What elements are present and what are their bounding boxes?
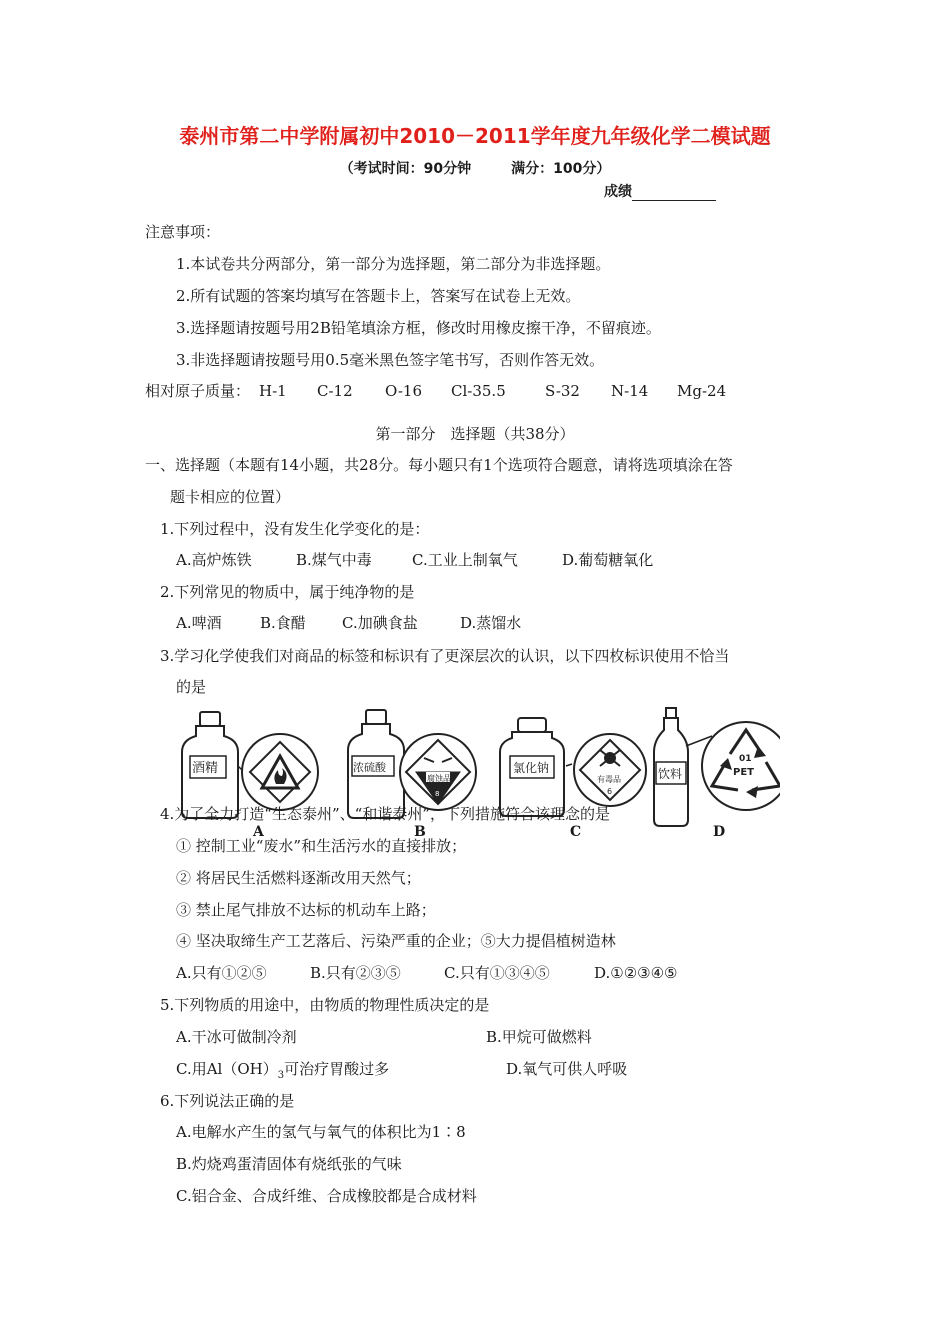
option-a: A.高炉炼铁 xyxy=(176,551,252,569)
question-2-stem: 2.下列常见的物质中，属于纯净物的是 xyxy=(160,583,415,601)
option-c: C.工业上制氧气 xyxy=(412,551,518,569)
toxic-sign-number: 6 xyxy=(607,787,613,796)
atomic-mass-label: 相对原子质量： xyxy=(145,382,251,400)
figure-label-b: B xyxy=(414,824,426,840)
question-4-item: ② 将居民生活燃料逐渐改用天然气； xyxy=(176,869,421,887)
atomic-mass: Mg-24 xyxy=(677,382,727,400)
score-blank xyxy=(632,184,716,201)
atomic-mass: S-32 xyxy=(545,382,580,400)
option-a: A.啤酒 xyxy=(176,614,222,632)
question-3-stem-cont: 的是 xyxy=(176,678,207,696)
note-item: 2.所有试题的答案均填写在答题卡上，答案写在试卷上无效。 xyxy=(176,287,581,305)
option-b: B.煤气中毒 xyxy=(296,551,372,569)
option-b: B.食醋 xyxy=(260,614,306,632)
recycle-pet-sign xyxy=(702,722,780,810)
note-item: 1.本试卷共分两部分，第一部分为选择题，第二部分为非选择题。 xyxy=(176,255,611,273)
figure-label-a: A xyxy=(253,824,264,840)
question-4-item: ④ 坚决取缔生产工艺落后、污染严重的企业；⑤大力提倡植树造林 xyxy=(176,932,616,950)
atomic-mass: O-16 xyxy=(385,382,423,400)
exam-full-score: 满分：100分） xyxy=(511,161,611,177)
option-d: D.①②③④⑤ xyxy=(594,964,678,982)
option-c: C.铝合金、合成纤维、合成橡胶都是合成材料 xyxy=(176,1187,477,1205)
option-a: A.电解水产生的氢气与氧气的体积比为1∶8 xyxy=(176,1123,466,1141)
atomic-mass-line xyxy=(145,381,727,401)
option-d: D.氧气可供人呼吸 xyxy=(506,1060,628,1078)
option-c: C.只有①③④⑤ xyxy=(444,964,550,982)
section-instruction-cont: 题卡相应的位置） xyxy=(170,488,291,506)
option-b: B.灼烧鸡蛋清固体有烧纸张的气味 xyxy=(176,1155,402,1173)
question-3-stem: 3.学习化学使我们对商品的标签和标识有了更深层次的认识，以下四枚标识使用不恰当 xyxy=(160,647,730,665)
score-field xyxy=(604,181,716,201)
recycle-material: PET xyxy=(733,767,754,778)
toxic-sign xyxy=(566,734,646,806)
option-d: D.蒸馏水 xyxy=(460,614,522,632)
score-label: 成绩 xyxy=(604,184,632,200)
note-item: 3.选择题请按题号用2B铅笔填涂方框，修改时用橡皮擦干净，不留痕迹。 xyxy=(176,319,661,337)
figure-label-c: C xyxy=(570,824,582,840)
figure-label-d: D xyxy=(713,824,726,840)
note-item: 3.非选择题请按题号用0.5毫米黑色签字笔书写，否则作答无效。 xyxy=(176,351,605,369)
bottle-label-b: 浓硫酸 xyxy=(353,761,386,774)
corrosive-sign-number: 8 xyxy=(435,790,440,798)
option-a: A.干冰可做制冷剂 xyxy=(176,1028,297,1046)
question-1-stem: 1.下列过程中，没有发生化学变化的是： xyxy=(160,520,430,538)
section-instruction: 一、选择题（本题有14小题，共28分。每小题只有1个选项符合题意，请将选项填涂在答 xyxy=(145,456,733,474)
part1-heading: 第一部分 选择题（共38分） xyxy=(375,425,575,443)
bottle-label-d: 饮料 xyxy=(658,767,683,781)
question-4-item: ① 控制工业“废水”和生活污水的直接排放； xyxy=(176,837,467,855)
question-4-item: ③ 禁止尾气排放不达标的机动车上路； xyxy=(176,901,436,919)
corrosive-sign-text: 腐蚀品 xyxy=(427,774,451,783)
corrosive-sign xyxy=(400,734,476,810)
toxic-sign-text: 有毒品 xyxy=(597,775,621,784)
notes-heading: 注意事项： xyxy=(145,223,221,241)
recycle-code: 01 xyxy=(739,754,752,764)
option-d: D.葡萄糖氧化 xyxy=(562,551,654,569)
exam-time: （考试时间：90分钟 xyxy=(339,161,472,177)
atomic-mass: Cl-35.5 xyxy=(451,382,506,400)
bottle-label-c: 氯化钠 xyxy=(513,761,550,775)
option-b: B.甲烷可做燃料 xyxy=(486,1028,592,1046)
option-c xyxy=(176,1059,389,1086)
option-c-text-end: 可治疗胃酸过多 xyxy=(284,1060,390,1078)
atomic-mass: N-14 xyxy=(611,382,649,400)
flammable-sign xyxy=(238,734,318,810)
atomic-mass: C-12 xyxy=(317,382,353,400)
option-c: C.加碘食盐 xyxy=(342,614,418,632)
option-b: B.只有②③⑤ xyxy=(310,964,401,982)
question-6-stem: 6.下列说法正确的是 xyxy=(160,1092,295,1110)
option-c-text: C.用Al（OH） xyxy=(176,1060,278,1078)
exam-meta xyxy=(0,158,950,178)
exam-title: 泰州市第二中学附属初中2010－2011学年度九年级化学二模试题 xyxy=(179,124,771,148)
atomic-mass: H-1 xyxy=(259,382,287,400)
option-c-subscript: 3 xyxy=(277,1070,285,1081)
option-a: A.只有①②⑤ xyxy=(176,964,267,982)
question-4-stem: 4.为了全力打造“生态泰州”、“和谐泰州”，下列措施符合该理念的是 xyxy=(160,805,610,823)
bottle-label-a: 酒精 xyxy=(192,761,219,776)
question-5-stem: 5.下列物质的用途中，由物质的物理性质决定的是 xyxy=(160,996,490,1014)
